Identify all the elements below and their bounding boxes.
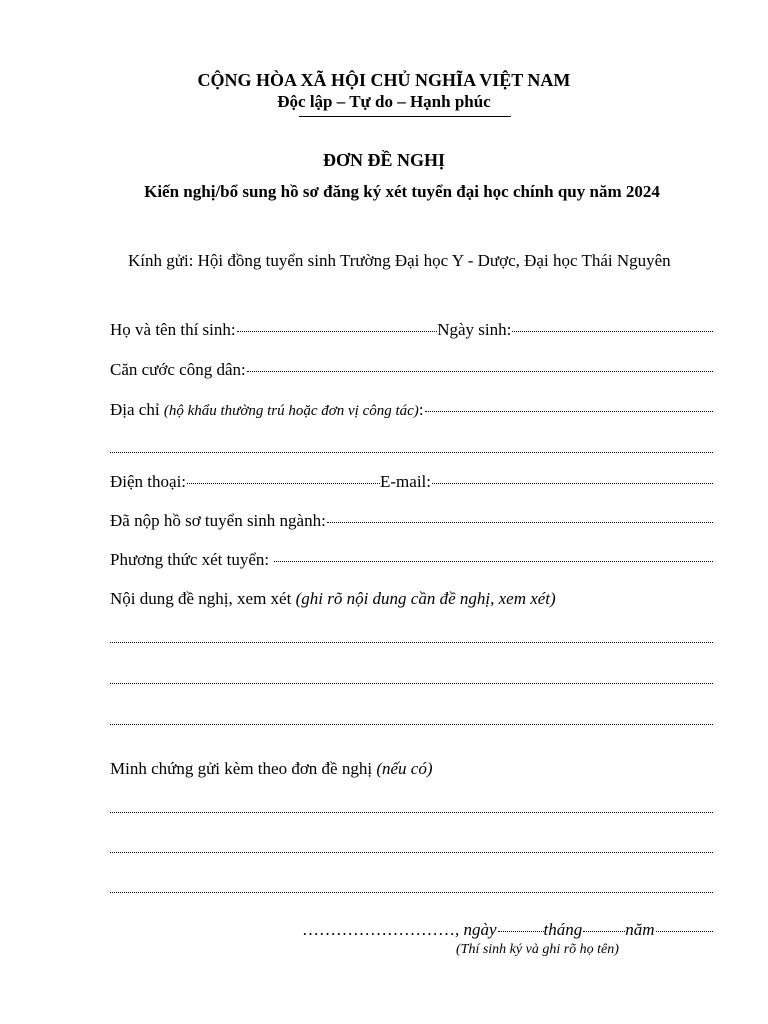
evidence-field-line-2[interactable] bbox=[110, 852, 713, 853]
recipient-line: Kính gửi: Hội đồng tuyển sinh Trường Đại học Y - Dược, Đại học Thái Nguyên bbox=[128, 251, 671, 270]
address-row bbox=[110, 400, 713, 420]
method-label: Phương thức xét tuyển: bbox=[110, 550, 270, 569]
motto: Độc lập – Tự do – Hạnh phúc bbox=[277, 92, 491, 111]
address-field[interactable] bbox=[425, 411, 713, 412]
year-field[interactable] bbox=[656, 931, 713, 932]
content-note: (ghi rõ nội dung cần đề nghị, xem xét) bbox=[295, 589, 556, 608]
document-title: ĐƠN ĐỀ NGHỊ bbox=[322, 150, 445, 170]
content-field-line-3[interactable] bbox=[110, 724, 713, 725]
place-field[interactable]: ……………………… bbox=[302, 920, 455, 939]
month-label: tháng bbox=[543, 920, 583, 939]
year-label: năm bbox=[625, 920, 655, 939]
major-field[interactable] bbox=[327, 522, 713, 523]
evidence-label: Minh chứng gửi kèm theo đơn đề nghị bbox=[110, 759, 373, 778]
full-name-field[interactable] bbox=[237, 331, 438, 332]
day-field[interactable] bbox=[498, 931, 544, 932]
citizen-id-row bbox=[110, 360, 713, 380]
major-label: Đã nộp hồ sơ tuyển sinh ngành: bbox=[110, 511, 326, 530]
phone-field[interactable] bbox=[187, 483, 380, 484]
content-field-line-1[interactable] bbox=[110, 642, 713, 643]
month-field[interactable] bbox=[583, 931, 625, 932]
citizen-id-label: Căn cước công dân: bbox=[110, 360, 246, 379]
address-colon: : bbox=[418, 400, 424, 419]
content-label: Nội dung đề nghị, xem xét bbox=[110, 589, 292, 608]
signature-note: (Thí sinh ký và ghi rõ họ tên) bbox=[456, 942, 619, 957]
evidence-field-line-1[interactable] bbox=[110, 812, 713, 813]
major-row bbox=[110, 511, 713, 531]
dob-field[interactable] bbox=[512, 331, 713, 332]
address-label: Địa chỉ bbox=[110, 400, 160, 419]
content-field-line-2[interactable] bbox=[110, 683, 713, 684]
full-name-row bbox=[110, 320, 713, 340]
address-note: (hộ khẩu thường trú hoặc đơn vị công tác) bbox=[163, 403, 419, 419]
contact-row bbox=[110, 472, 713, 492]
day-label: , ngày bbox=[455, 920, 497, 939]
document-subtitle: Kiến nghị/bổ sung hồ sơ đăng ký xét tuyển đại học chính quy năm 2024 bbox=[144, 182, 660, 201]
content-row bbox=[110, 589, 713, 609]
email-field[interactable] bbox=[432, 483, 713, 484]
method-row bbox=[110, 550, 713, 570]
email-label: E-mail: bbox=[380, 472, 431, 491]
evidence-note: (nếu có) bbox=[376, 759, 433, 778]
citizen-id-field[interactable] bbox=[247, 371, 713, 372]
date-line bbox=[302, 920, 713, 940]
evidence-row bbox=[110, 759, 713, 779]
evidence-field-line-3[interactable] bbox=[110, 892, 713, 893]
full-name-label: Họ và tên thí sinh: bbox=[110, 320, 236, 339]
address-field-line-2[interactable] bbox=[110, 452, 713, 453]
phone-label: Điện thoại: bbox=[110, 472, 187, 491]
method-field[interactable] bbox=[274, 561, 713, 562]
dob-label: Ngày sinh: bbox=[437, 320, 512, 339]
nation-heading: CỘNG HÒA XÃ HỘI CHỦ NGHĨA VIỆT NAM bbox=[197, 70, 571, 90]
motto-underline bbox=[299, 116, 511, 117]
